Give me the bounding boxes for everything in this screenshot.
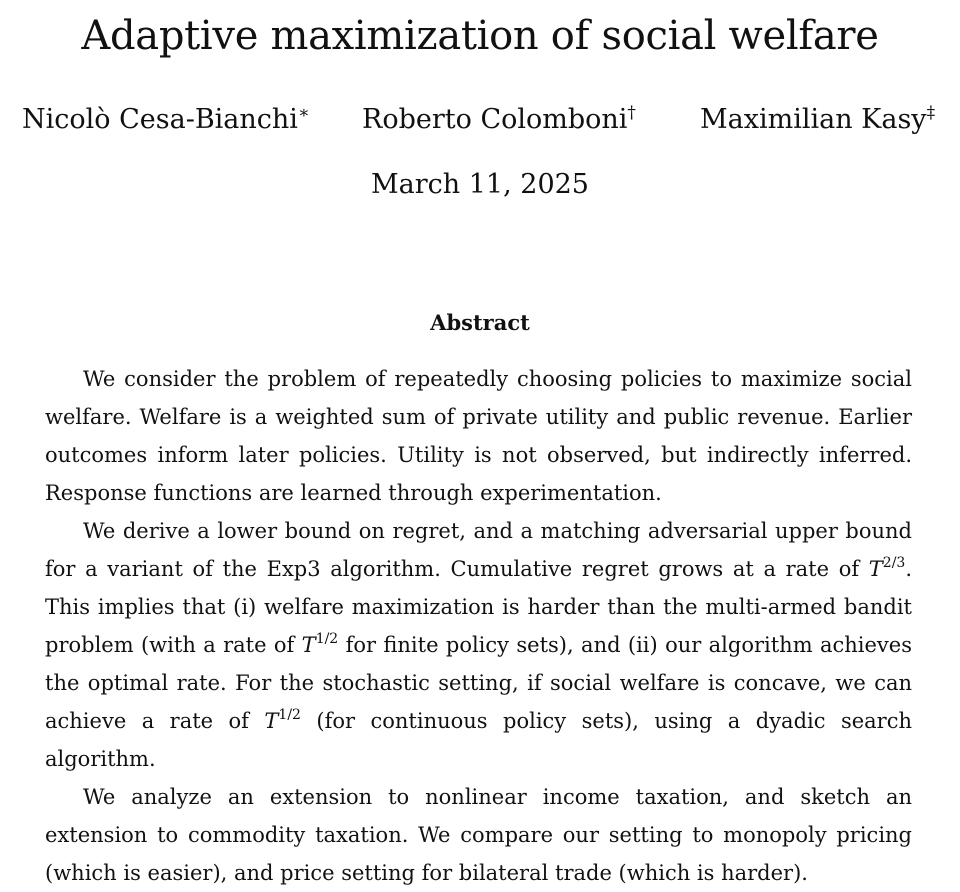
abstract-p2-text-2: . This implies that (i) welfare maximization is harder than the multi-armed bandit problem (with a rate of	[45, 557, 912, 657]
abstract-heading: Abstract	[430, 310, 530, 335]
author-1-footnote-mark: ∗	[297, 103, 310, 123]
abstract-p2-text-4: (for continuous policy sets), using a dyadic search algorithm.	[45, 709, 912, 771]
author-list	[0, 100, 960, 140]
math-exponent: 2/3	[882, 555, 906, 571]
paper-title: Adaptive maximization of social welfare	[81, 13, 879, 59]
author-1-name: Nicolò Cesa-Bianchi	[22, 104, 298, 135]
math-variable-t: T	[264, 709, 279, 733]
author-3	[700, 100, 935, 140]
author-1	[22, 100, 310, 140]
math-variable-t: T	[868, 557, 883, 581]
abstract-paragraph-3: We analyze an extension to nonlinear income taxation, and sketch an extension to commodity taxation. We compare our setting to monopoly pricing (which is easier), and price setting for bilateral trade (which is harder).	[45, 785, 912, 885]
paper-date: March 11, 2025	[371, 169, 589, 200]
abstract-paragraph-1: We consider the problem of repeatedly choosing policies to maximize social welfare. Welfare is a weighted sum of private utility and public revenue. Earlier outcomes inform later policies. Utility is not observed, but indirectly inferred. Response functions are learned through experimentation.	[45, 367, 912, 505]
author-2	[362, 100, 636, 140]
math-exponent: 1/2	[315, 631, 339, 647]
author-3-footnote-mark: ‡	[926, 103, 936, 123]
abstract-body	[45, 360, 912, 892]
author-2-name: Roberto Colomboni	[362, 104, 628, 135]
math-exponent: 1/2	[278, 707, 301, 723]
abstract-p2-text-3: for finite policy sets), and (ii) our algorithm achieves the optimal rate. For the stochastic setting, if social welfare is concave, we can achieve a rate of	[45, 633, 912, 733]
math-variable-t: T	[301, 633, 316, 657]
author-2-footnote-mark: †	[627, 103, 636, 123]
author-3-name: Maximilian Kasy	[700, 104, 927, 135]
abstract-paragraph-2	[45, 512, 912, 778]
abstract-p2-text-1: We derive a lower bound on regret, and a matching adversarial upper bound for a variant of the Exp3 algorithm. Cumulative regret grows at a rate of	[45, 519, 912, 581]
